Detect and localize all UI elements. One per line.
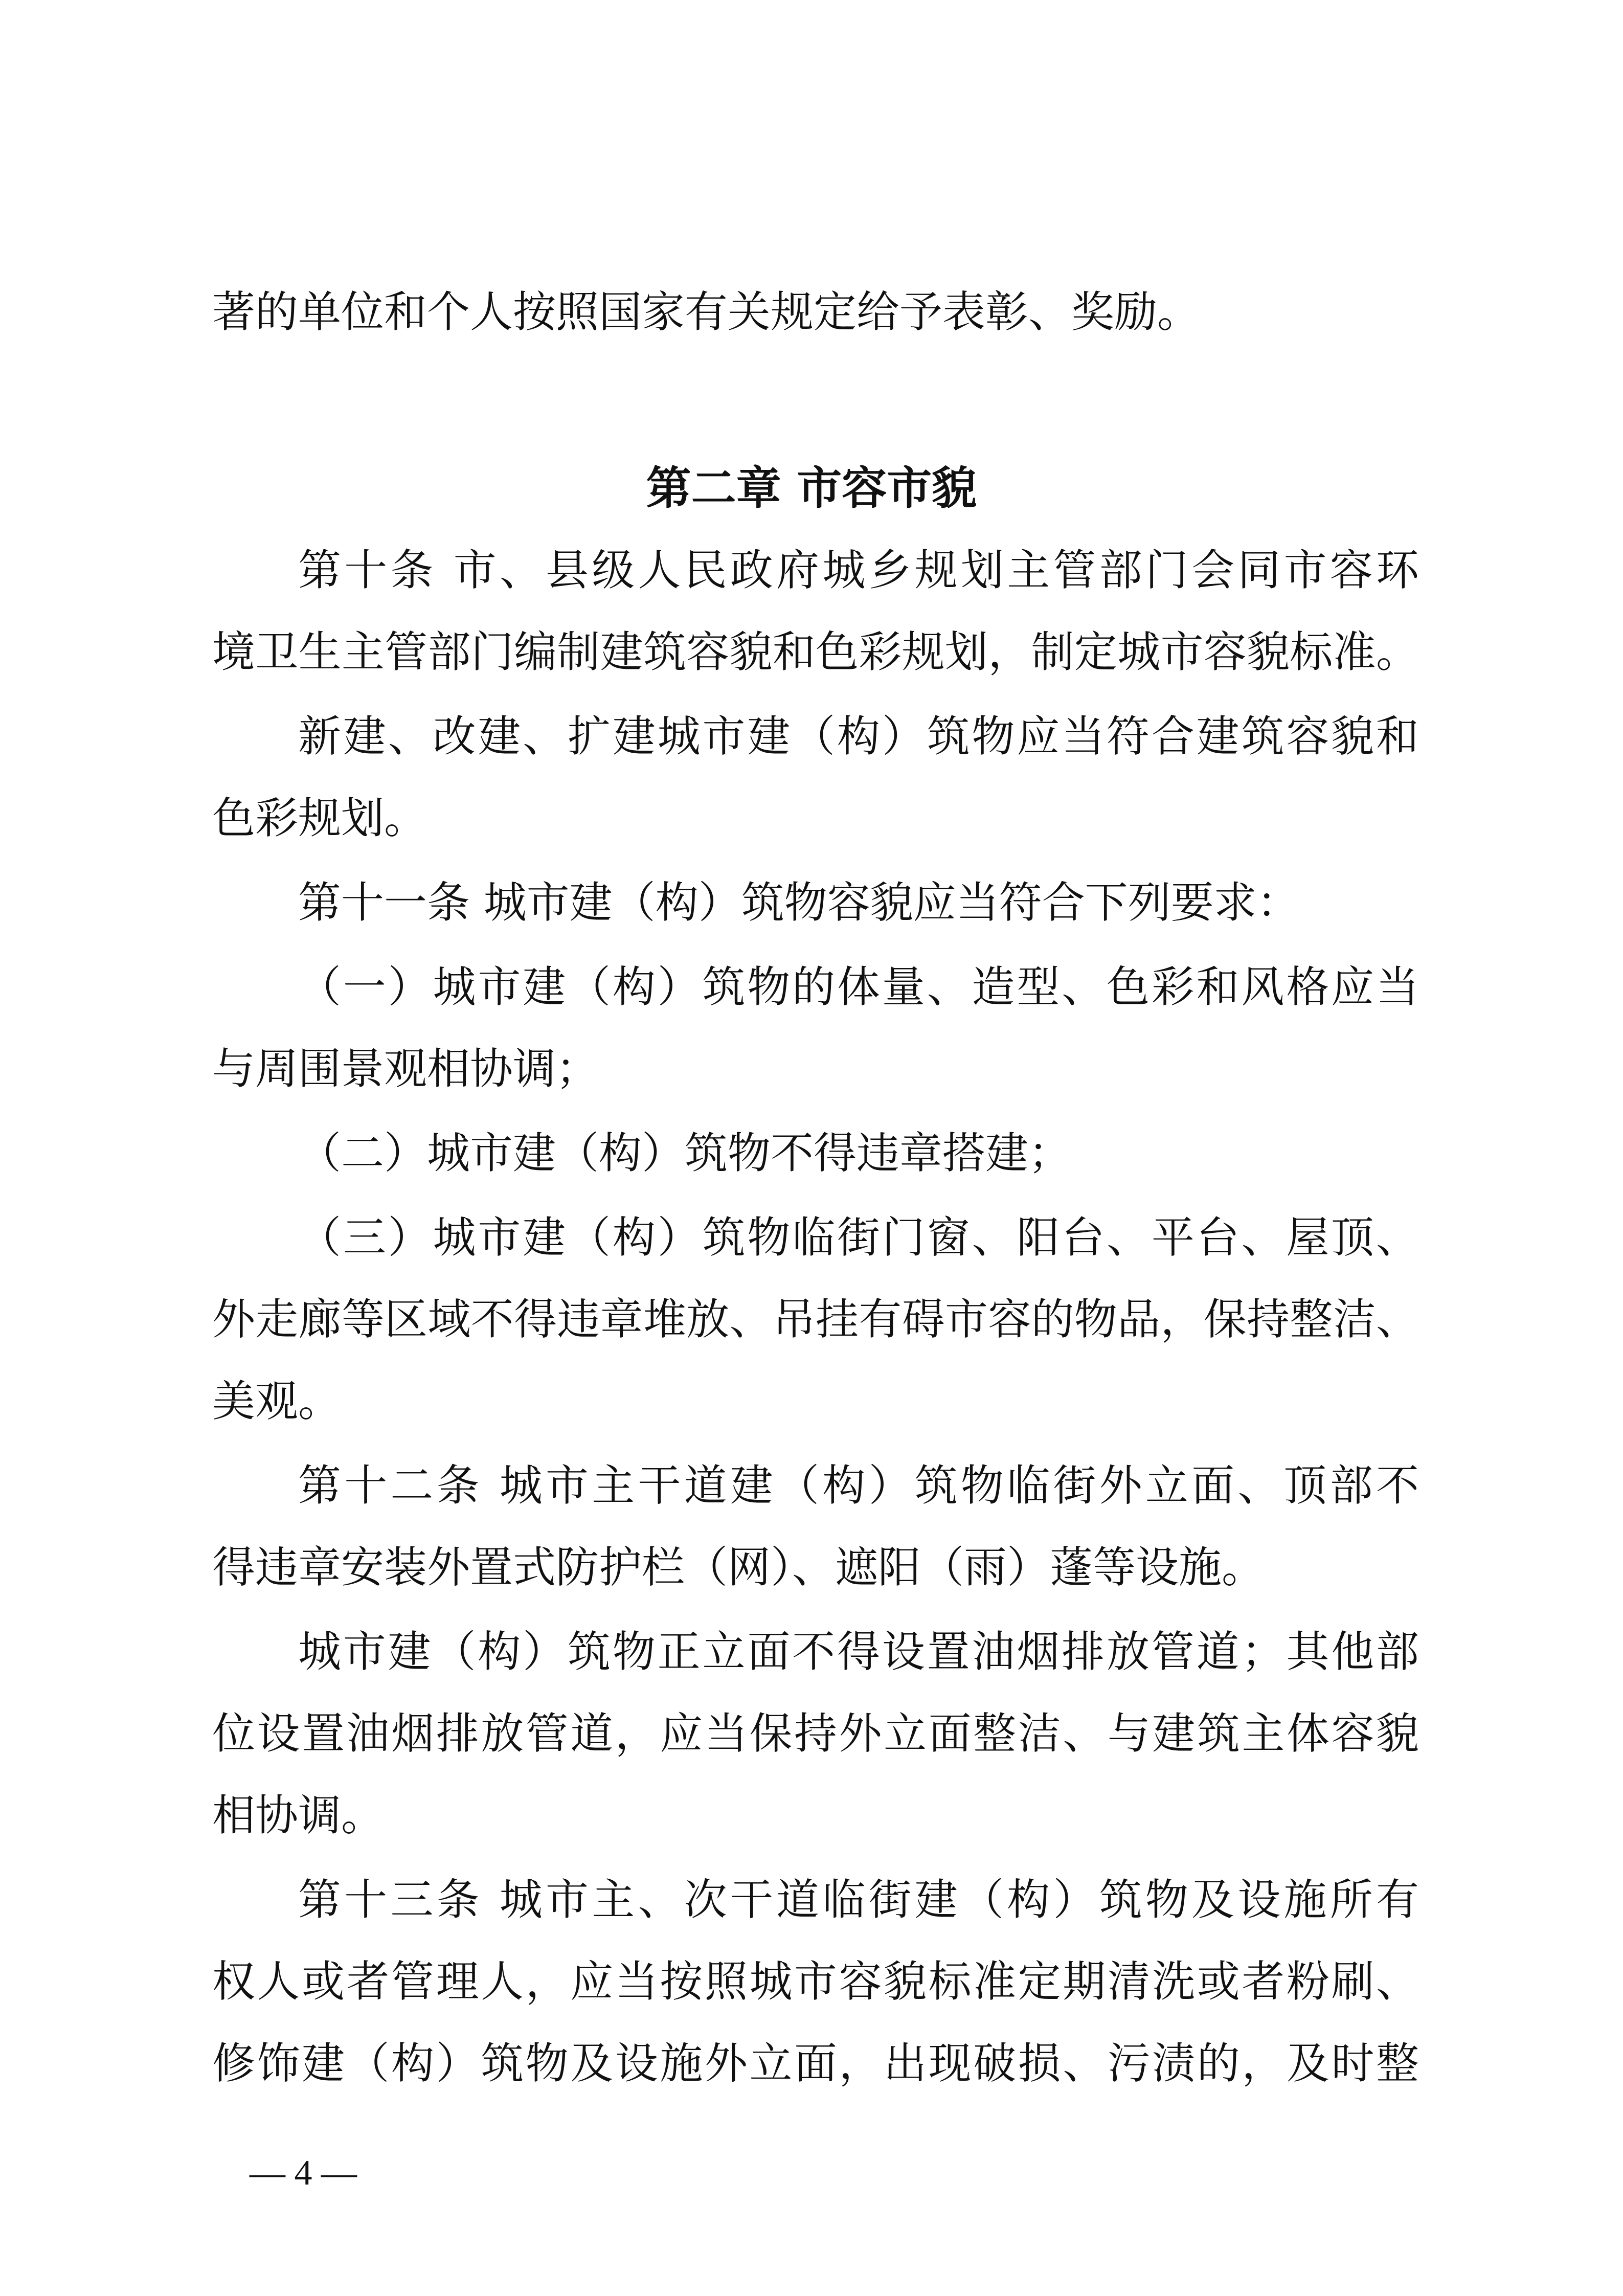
article-13-line-1: 第十三条 城市主、次干道临街建（构）筑物及设施所有 [298,1875,1419,1925]
article-10-line-2: 境卫生主管部门编制建筑容貌和色彩规划，制定城市容貌标准。 [212,627,1419,677]
chapter-heading: 第二章 市容市貌 [646,462,977,514]
article-10-para2-line-2: 色彩规划。 [212,793,427,843]
article-11-item-3-line-2: 外走廊等区域不得违章堆放、吊挂有碍市容的物品，保持整洁、 [212,1294,1419,1344]
article-12-line-2: 得违章安装外置式防护栏（网）、遮阳（雨）蓬等设施。 [212,1542,1265,1592]
article-11-item-3-line-3: 美观。 [212,1376,342,1426]
article-11-item-1-line-2: 与周围景观相协调； [212,1044,599,1094]
paragraph-continuation-line: 著的单位和个人按照国家有关规定给予表彰、奖励。 [212,287,1201,337]
article-11-item-1-line-1: （一）城市建（构）筑物的体量、造型、色彩和风格应当 [298,962,1419,1012]
article-13-line-2: 权人或者管理人，应当按照城市容貌标准定期清洗或者粉刷、 [212,1956,1419,2007]
article-11-item-2: （二）城市建（构）筑物不得违章搭建； [298,1128,1072,1178]
article-11-item-3-line-1: （三）城市建（构）筑物临街门窗、阳台、平台、屋顶、 [298,1212,1419,1263]
article-12-para2-line-3: 相协调。 [212,1790,385,1840]
article-11-heading-line: 第十一条 城市建（构）筑物容貌应当符合下列要求： [298,877,1300,928]
article-10-line-1: 第十条 市、县级人民政府城乡规划主管部门会同市容环 [298,545,1419,595]
article-10-para2-line-1: 新建、改建、扩建城市建（构）筑物应当符合建筑容貌和 [298,711,1419,761]
page-number: — 4 — [250,2153,357,2193]
article-12-para2-line-1: 城市建（构）筑物正立面不得设置油烟排放管道；其他部 [298,1627,1419,1677]
article-12-line-1: 第十二条 城市主干道建（构）筑物临街外立面、顶部不 [298,1460,1419,1511]
article-13-line-3: 修饰建（构）筑物及设施外立面，出现破损、污渍的，及时整 [212,2038,1419,2088]
article-12-para2-line-2: 位设置油烟排放管道，应当保持外立面整洁、与建筑主体容貌 [212,1708,1419,1759]
